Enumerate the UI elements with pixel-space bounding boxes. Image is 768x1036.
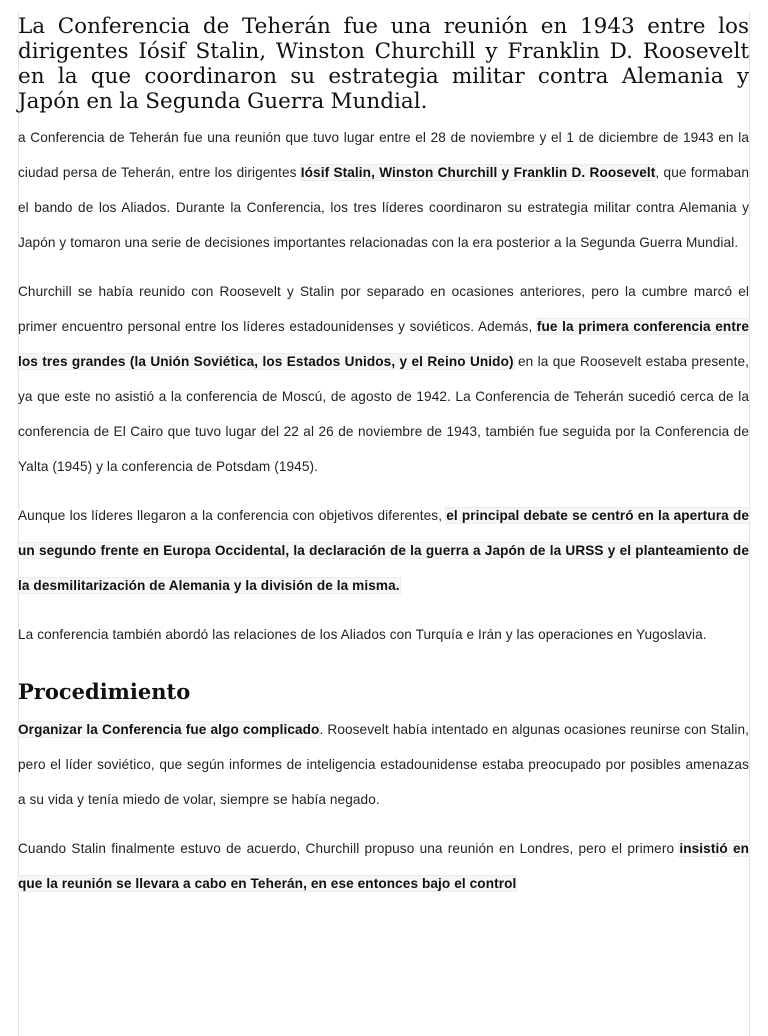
- section-heading: Procedimiento: [18, 679, 191, 704]
- paragraph-3-text-a: Aunque los líderes llegaron a la conferencia con objetivos diferentes,: [18, 508, 447, 523]
- paragraph-2-bold: fue la primera conferencia entre los tres grandes (la Unión Soviética, los Estados Unidos, y el Reino Unido): [18, 319, 749, 369]
- intro-paragraph: La Conferencia de Teherán fue una reunión en 1943 entre los dirigentes Iósif Stalin, Winston Churchill y Franklin D. Roosevelt en la que coordinaron su estrategia militar contra Alemania y Japón en la Segunda Guerra Mundial.: [18, 14, 749, 114]
- paragraph-2-text-a: Churchill se había reunido con Roosevelt y Stalin por separado en ocasiones anteriores, pero la cumbre marcó el primer encuentro personal entre los líderes estadounidenses y soviéticos. Además,: [18, 284, 749, 334]
- paragraph-2: [18, 274, 749, 484]
- paragraph-2-text-c: en la que Roosevelt estaba presente, ya que este no asistió a la conferencia de Moscú, de agosto de 1942. La Conferencia de Teherán sucedió cerca de la conferencia de El Cairo que tuvo lugar del 22 al 26 de noviembre de 1943, también fue seguida por la Conferencia de Yalta (1945) y la conferencia de Potsdam (1945).: [18, 354, 750, 474]
- paragraph-6-text-a: Cuando Stalin finalmente estuvo de acuerdo, Churchill propuso una reunión en Londres, pero el primero: [18, 841, 680, 856]
- paragraph-5-bold: Organizar la Conferencia fue algo complicado: [18, 722, 320, 737]
- paragraph-1-bold: Iósif Stalin, Winston Churchill y Franklin D. Roosevelt: [300, 165, 656, 180]
- paragraph-6-bold: insistió en que la reunión se llevara a cabo en Teherán, en ese entonces bajo el control: [18, 841, 750, 891]
- paragraph-1-text-c: , que formaban el bando de los Aliados. Durante la Conferencia, los tres líderes coordinaron su estrategia militar contra Alemania y Japón y tomaron una serie de decisiones importantes relacionadas con la era posterior a la Segunda Guerra Mundial.: [18, 165, 749, 250]
- paragraph-4: La conferencia también abordó las relaciones de los Aliados con Turquía e Irán y las operaciones en Yugoslavia.: [18, 627, 707, 642]
- paragraph-1-text-a: a Conferencia de Teherán fue una reunión que tuvo lugar entre el 28 de noviembre y el 1 de diciembre de 1943 en la ciudad persa de Teherán, entre los dirigentes: [18, 130, 749, 180]
- paragraph-5-text-c: . Roosevelt había intentado en algunas ocasiones reunirse con Stalin, pero el líder soviético, que según informes de inteligencia estadounidense estaba preocupado por posibles amenazas a su vida y tenía miedo de volar, siempre se había negado.: [18, 722, 750, 807]
- paragraph-5: [18, 712, 749, 817]
- paragraph-6: [18, 831, 749, 901]
- paragraph-3-bold: el principal debate se centró en la apertura de un segundo frente en Europa Occidental, la declaración de la guerra a Japón de la URSS y el planteamiento de la desmilitarización de Alemania y la división de la misma.: [18, 508, 750, 593]
- document-body: [18, 14, 749, 915]
- paragraph-1: [18, 120, 749, 260]
- paragraph-3: [18, 498, 749, 603]
